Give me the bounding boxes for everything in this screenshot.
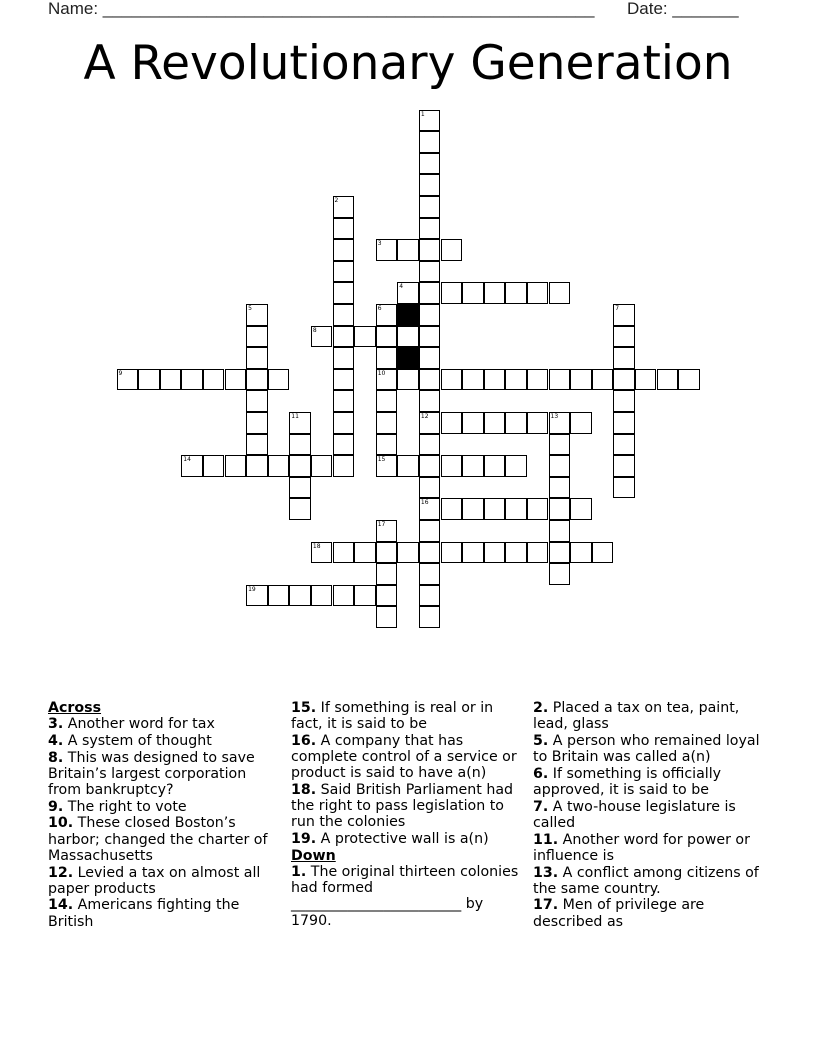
clue-number: 8 bbox=[312, 326, 317, 334]
crossword-cell[interactable] bbox=[505, 542, 527, 564]
crossword-cell[interactable] bbox=[549, 369, 571, 391]
crossword-cell[interactable] bbox=[289, 498, 311, 520]
crossword-cell[interactable] bbox=[484, 282, 506, 304]
crossword-cell[interactable] bbox=[484, 542, 506, 564]
crossword-cell[interactable] bbox=[246, 326, 268, 348]
crossword-cell[interactable] bbox=[484, 412, 506, 434]
crossword-cell[interactable] bbox=[570, 542, 592, 564]
crossword-cell[interactable] bbox=[376, 412, 398, 434]
clue-down-6: 6. If something is officially approved, it is said to be bbox=[533, 765, 722, 799]
crossword-cell[interactable] bbox=[484, 369, 506, 391]
clue-across-15: 15. If something is real or in fact, it is said to be bbox=[291, 700, 494, 733]
crossword-cell[interactable] bbox=[549, 455, 571, 477]
clue-across-3: 3. Another word for tax bbox=[48, 716, 215, 733]
crossword-cell[interactable] bbox=[225, 369, 247, 391]
crossword-cell[interactable] bbox=[419, 153, 441, 175]
crossword-cell[interactable] bbox=[419, 304, 441, 326]
crossword-cell[interactable] bbox=[419, 110, 441, 132]
crossword-cell[interactable] bbox=[549, 498, 571, 520]
crossword-cell[interactable] bbox=[268, 369, 290, 391]
crossword-cell[interactable] bbox=[613, 390, 635, 412]
crossword-cell[interactable] bbox=[419, 218, 441, 240]
clue-number: 19 bbox=[248, 585, 256, 593]
crossword-cell[interactable] bbox=[549, 434, 571, 456]
crossword-cell[interactable] bbox=[419, 498, 441, 520]
crossword-cell[interactable] bbox=[376, 304, 398, 326]
crossword-cell[interactable] bbox=[138, 369, 160, 391]
clue-number: 6 bbox=[377, 304, 382, 312]
clue-number: 10 bbox=[377, 369, 386, 377]
crossword-cell[interactable] bbox=[376, 239, 398, 261]
crossword-cell[interactable] bbox=[462, 282, 484, 304]
clue-number: 7 bbox=[615, 304, 620, 312]
clue-number: 3 bbox=[377, 240, 382, 248]
crossword-cell[interactable] bbox=[419, 261, 441, 283]
clue-across-10: 10. These closed Boston’s harbor; changed the charter of Massachusetts bbox=[48, 815, 268, 864]
clue-down-1: 1. The original thirteen colonies had formed ________________________ by 1790. bbox=[291, 864, 519, 929]
crossword-cell[interactable] bbox=[333, 196, 355, 218]
crossword-cell[interactable] bbox=[311, 326, 333, 348]
crossword-cell[interactable] bbox=[246, 412, 268, 434]
crossword-cell[interactable] bbox=[311, 585, 333, 607]
clue-across-18: 18. Said British Parliament had the right to pass legislation to run the colonies bbox=[291, 782, 514, 831]
crossword-cell[interactable] bbox=[354, 585, 376, 607]
crossword-cell[interactable] bbox=[505, 369, 527, 391]
clue-number: 9 bbox=[118, 369, 123, 377]
crossword-cell[interactable] bbox=[441, 498, 463, 520]
clue-column-1 bbox=[48, 700, 280, 930]
page-title: A Revolutionary Generation bbox=[83, 36, 733, 91]
crossword-cell[interactable] bbox=[289, 412, 311, 434]
crossword-cell[interactable] bbox=[181, 455, 203, 477]
crossword-cell[interactable] bbox=[613, 455, 635, 477]
crossword-cell[interactable] bbox=[570, 412, 592, 434]
crossword-cell[interactable] bbox=[354, 542, 376, 564]
crossword-cell[interactable] bbox=[397, 239, 419, 261]
crossword-cell[interactable] bbox=[484, 455, 506, 477]
crossword-cell[interactable] bbox=[613, 434, 635, 456]
crossword-cell[interactable] bbox=[419, 282, 441, 304]
crossword-cell[interactable] bbox=[441, 369, 463, 391]
clue-number: 11 bbox=[291, 412, 299, 420]
crossword-cell[interactable] bbox=[376, 434, 398, 456]
clue-number: 18 bbox=[312, 542, 321, 550]
crossword-cell[interactable] bbox=[613, 477, 635, 499]
clue-number: 17 bbox=[377, 520, 386, 528]
crossword-cell[interactable] bbox=[613, 369, 635, 391]
crossword-cell[interactable] bbox=[376, 585, 398, 607]
clue-number: 15 bbox=[377, 456, 386, 464]
crossword-cell[interactable] bbox=[246, 390, 268, 412]
crossword-cell[interactable] bbox=[311, 542, 333, 564]
crossword-cell[interactable] bbox=[419, 326, 441, 348]
crossword-cell[interactable] bbox=[333, 282, 355, 304]
crossword-cell[interactable] bbox=[311, 455, 333, 477]
crossword-cell[interactable] bbox=[441, 542, 463, 564]
clue-across-8: 8. This was designed to save Britain’s largest corporation from bankruptcy? bbox=[48, 749, 255, 799]
crossword-cell[interactable] bbox=[657, 369, 679, 391]
crossword-cell[interactable] bbox=[117, 369, 139, 391]
crossword-cell[interactable] bbox=[549, 542, 571, 564]
crossword-cell[interactable] bbox=[527, 369, 549, 391]
crossword-cell[interactable] bbox=[397, 282, 419, 304]
clue-down-2: 2. Placed a tax on tea, paint, lead, glass bbox=[533, 700, 740, 733]
crossword-cell[interactable] bbox=[268, 455, 290, 477]
crossword-cell[interactable] bbox=[613, 347, 635, 369]
crossword-cell[interactable] bbox=[333, 347, 355, 369]
crossword-cell[interactable] bbox=[376, 542, 398, 564]
crossword-cell[interactable] bbox=[549, 412, 571, 434]
crossword-cell[interactable] bbox=[333, 455, 355, 477]
crossword-cell[interactable] bbox=[419, 131, 441, 153]
clue-down-13: 13. A conflict among citizens of the same country. bbox=[533, 864, 759, 897]
crossword-cell[interactable] bbox=[462, 542, 484, 564]
crossword-cell[interactable] bbox=[419, 390, 441, 412]
crossword-cell[interactable] bbox=[181, 369, 203, 391]
crossword-cell[interactable] bbox=[527, 542, 549, 564]
crossword-cell[interactable] bbox=[505, 455, 527, 477]
crossword-cell[interactable] bbox=[397, 326, 419, 348]
crossword-cell[interactable] bbox=[592, 542, 614, 564]
crossword-cell[interactable] bbox=[441, 239, 463, 261]
clue-number: 2 bbox=[334, 196, 339, 204]
crossword-cell[interactable] bbox=[354, 326, 376, 348]
clue-down-5: 5. A person who remained loyal to Britain was called a(n) bbox=[533, 732, 760, 766]
crossword-cell[interactable] bbox=[678, 369, 700, 391]
crossword-cell[interactable] bbox=[549, 282, 571, 304]
clue-across-16: 16. A company that has complete control of a service or product is said to have a(n) bbox=[291, 732, 517, 782]
crossword-cell[interactable] bbox=[333, 412, 355, 434]
crossword-cell[interactable] bbox=[376, 563, 398, 585]
clue-across-14: 14. Americans fighting the British bbox=[48, 897, 240, 930]
crossword-cell[interactable] bbox=[376, 455, 398, 477]
crossword-cell[interactable] bbox=[376, 606, 398, 628]
crossword-cell[interactable] bbox=[397, 369, 419, 391]
crossword-cell[interactable] bbox=[462, 369, 484, 391]
crossword-cell[interactable] bbox=[462, 498, 484, 520]
crossword-cell[interactable] bbox=[203, 455, 225, 477]
crossword-cell[interactable] bbox=[527, 412, 549, 434]
crossword-cell[interactable] bbox=[268, 585, 290, 607]
clue-down-11: 11. Another word for power or influence is bbox=[533, 831, 750, 864]
crossword-cell[interactable] bbox=[246, 347, 268, 369]
crossword-cell[interactable] bbox=[613, 412, 635, 434]
crossword-cell[interactable] bbox=[333, 239, 355, 261]
black-square bbox=[397, 304, 419, 326]
crossword-cell[interactable] bbox=[419, 174, 441, 196]
crossword-cell[interactable] bbox=[419, 563, 441, 585]
crossword-cell[interactable] bbox=[505, 282, 527, 304]
crossword-cell[interactable] bbox=[333, 542, 355, 564]
crossword-cell[interactable] bbox=[419, 542, 441, 564]
clue-number: 4 bbox=[399, 283, 404, 291]
crossword-cell[interactable] bbox=[505, 412, 527, 434]
crossword-cell[interactable] bbox=[592, 369, 614, 391]
name-field-label: Name: ____________________________________________________ bbox=[48, 0, 595, 18]
crossword-cell[interactable] bbox=[462, 455, 484, 477]
crossword-cell[interactable] bbox=[441, 282, 463, 304]
clue-number: 14 bbox=[183, 456, 191, 464]
crossword-cell[interactable] bbox=[246, 369, 268, 391]
crossword-cell[interactable] bbox=[160, 369, 182, 391]
crossword-cell[interactable] bbox=[441, 412, 463, 434]
crossword-cell[interactable] bbox=[419, 239, 441, 261]
crossword-cell[interactable] bbox=[613, 304, 635, 326]
clue-across-12: 12. Levied a tax on almost all paper products bbox=[48, 864, 261, 897]
crossword-cell[interactable] bbox=[333, 390, 355, 412]
crossword-cell[interactable] bbox=[376, 369, 398, 391]
crossword-cell[interactable] bbox=[289, 434, 311, 456]
crossword-cell[interactable] bbox=[289, 477, 311, 499]
crossword-cell[interactable] bbox=[635, 369, 657, 391]
crossword-cell[interactable] bbox=[549, 563, 571, 585]
crossword-cell[interactable] bbox=[613, 326, 635, 348]
crossword-cell[interactable] bbox=[419, 477, 441, 499]
clue-number: 12 bbox=[420, 412, 429, 420]
crossword-cell[interactable] bbox=[419, 434, 441, 456]
crossword-cell[interactable] bbox=[203, 369, 225, 391]
crossword-cell[interactable] bbox=[246, 585, 268, 607]
crossword-cell[interactable] bbox=[570, 369, 592, 391]
crossword-cell[interactable] bbox=[333, 261, 355, 283]
date-field-label: Date: _______ bbox=[627, 0, 739, 18]
clue-down-17: 17. Men of privilege are described as bbox=[533, 897, 705, 930]
crossword-cell[interactable] bbox=[333, 218, 355, 240]
crossword-cell[interactable] bbox=[333, 326, 355, 348]
crossword-cell[interactable] bbox=[397, 455, 419, 477]
crossword-cell[interactable] bbox=[419, 369, 441, 391]
crossword-cell[interactable] bbox=[419, 412, 441, 434]
clue-across-19: 19. A protective wall is a(n) bbox=[291, 831, 489, 848]
crossword-cell[interactable] bbox=[333, 369, 355, 391]
clue-across-9: 9. The right to vote bbox=[48, 798, 187, 815]
clue-number: 16 bbox=[420, 499, 429, 507]
crossword-cell[interactable] bbox=[397, 542, 419, 564]
crossword-cell[interactable] bbox=[549, 477, 571, 499]
crossword-cell[interactable] bbox=[246, 304, 268, 326]
clue-column-2 bbox=[291, 700, 523, 929]
crossword-cell[interactable] bbox=[246, 455, 268, 477]
clue-number: 13 bbox=[550, 412, 559, 420]
crossword-cell[interactable] bbox=[419, 585, 441, 607]
crossword-cell[interactable] bbox=[419, 196, 441, 218]
crossword-cell[interactable] bbox=[333, 585, 355, 607]
crossword-cell[interactable] bbox=[462, 412, 484, 434]
crossword-cell[interactable] bbox=[570, 498, 592, 520]
clue-across-4: 4. A system of thought bbox=[48, 732, 212, 749]
crossword-cell[interactable] bbox=[246, 434, 268, 456]
crossword-cell[interactable] bbox=[505, 498, 527, 520]
across-heading: Across bbox=[48, 700, 102, 716]
crossword-cell[interactable] bbox=[289, 455, 311, 477]
crossword-cell[interactable] bbox=[441, 455, 463, 477]
crossword-cell[interactable] bbox=[549, 520, 571, 542]
clue-column-3 bbox=[533, 700, 765, 930]
clue-number: 5 bbox=[248, 304, 252, 312]
black-square bbox=[397, 347, 419, 369]
crossword-cell[interactable] bbox=[419, 606, 441, 628]
down-heading: Down bbox=[291, 847, 336, 864]
crossword-cell[interactable] bbox=[225, 455, 247, 477]
crossword-cell[interactable] bbox=[419, 347, 441, 369]
clue-number: 1 bbox=[420, 110, 425, 118]
crossword-cell[interactable] bbox=[376, 520, 398, 542]
crossword-cell[interactable] bbox=[527, 498, 549, 520]
crossword-cell[interactable] bbox=[333, 434, 355, 456]
crossword-cell[interactable] bbox=[484, 498, 506, 520]
crossword-cell[interactable] bbox=[527, 282, 549, 304]
crossword-cell[interactable] bbox=[419, 520, 441, 542]
crossword-cell[interactable] bbox=[333, 304, 355, 326]
crossword-cell[interactable] bbox=[376, 347, 398, 369]
crossword-cell[interactable] bbox=[376, 390, 398, 412]
crossword-cell[interactable] bbox=[419, 455, 441, 477]
clue-down-7: 7. A two-house legislature is called bbox=[533, 798, 736, 831]
crossword-cell[interactable] bbox=[289, 585, 311, 607]
crossword-cell[interactable] bbox=[376, 326, 398, 348]
